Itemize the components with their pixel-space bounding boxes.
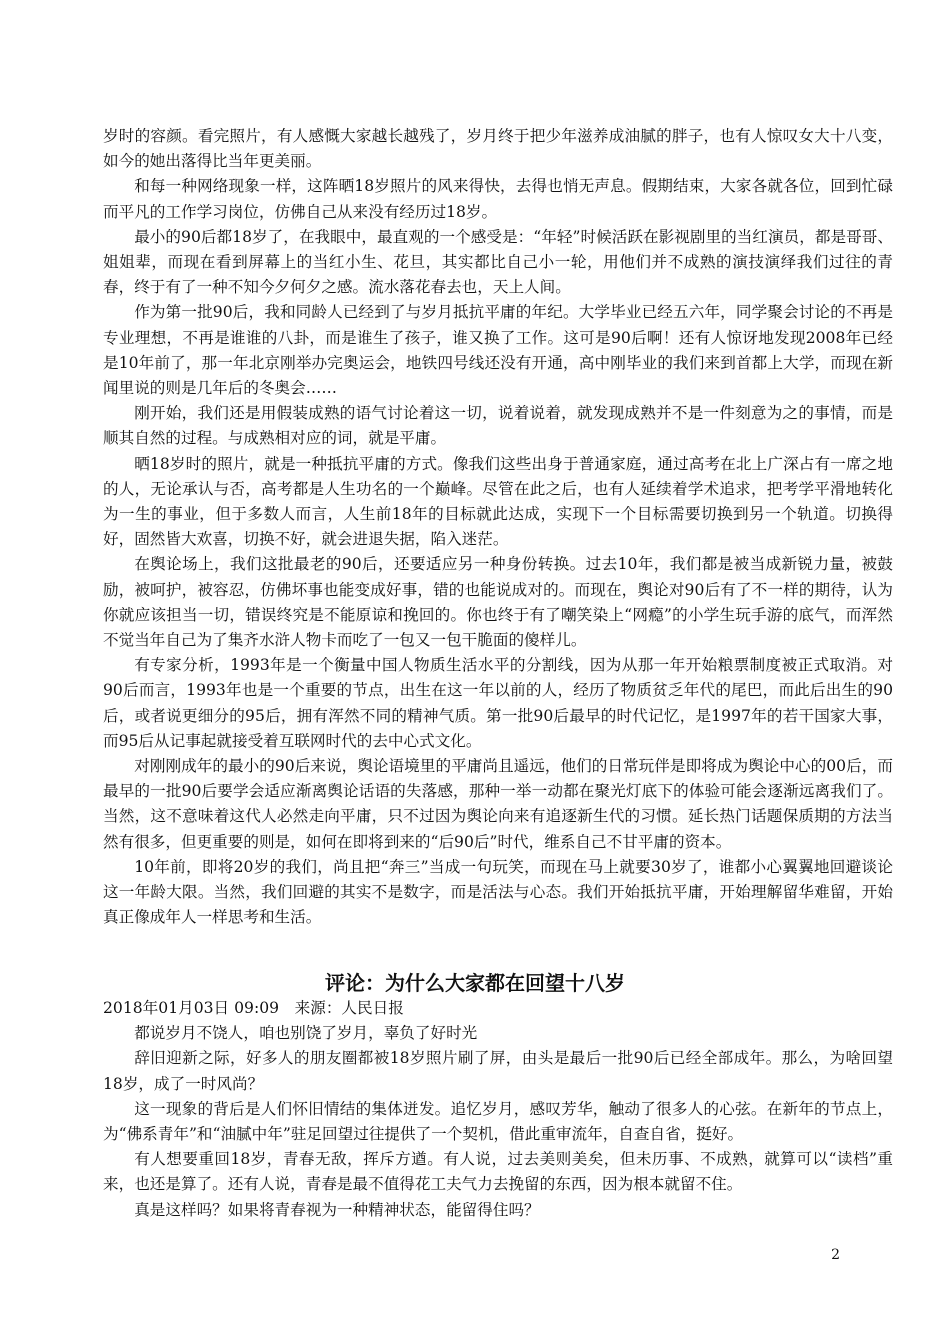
paragraph: 辞旧迎新之际，好多人的朋友圈都被18岁照片刷了屏，由头是最后一批90后已经全部成年。那么，为啥回望18岁，成了一时风尚？ [103, 1049, 893, 1093]
article-body [103, 996, 893, 1223]
page-number: 2 [831, 1247, 840, 1263]
article-meta: 2018年01月03日 09:09 来源：人民日报 [103, 999, 404, 1017]
paragraph: 晒18岁时的照片，就是一种抵抗平庸的方式。像我们这些出身于普通家庭，通过高考在北上广深占有一席之地的人，无论承认与否，高考都是人生功名的一个巅峰。尽管在此之后，也有人延续着学术追求，把考学平滑地转化为一生的事业，但于多数人而言，人生前18年的目标就此达成，实现下一个目标需要切换到另一个轨道。切换得好，固然皆大欢喜，切换不好，就会进退失据，陷入迷茫。 [103, 454, 893, 549]
paragraph: 岁时的容颜。看完照片，有人感慨大家越长越残了，岁月终于把少年滋养成油腻的胖子，也有人惊叹女大十八变，如今的她出落得比当年更美丽。 [103, 127, 893, 171]
paragraph: 和每一种网络现象一样，这阵晒18岁照片的风来得快，去得也悄无声息。假期结束，大家各就各位，回到忙碌而平凡的工作学习岗位，仿佛自己从来没有经历过18岁。 [103, 177, 893, 221]
paragraph: 这一现象的背后是人们怀旧情结的集体迸发。追忆岁月，感叹芳华，触动了很多人的心弦。在新年的节点上，为“佛系青年”和“油腻中年”驻足回望过往提供了一个契机，借此重审流年，自查自省，挺好。 [103, 1099, 893, 1144]
paragraph: 在舆论场上，我们这批最老的90后，还要适应另一种身份转换。过去10年，我们都是被当成新锐力量，被鼓励，被呵护，被容忍，仿佛坏事也能变成好事，错的也能说成对的。而现在，舆论对90后有了不一样的期待，认为你就应该担当一切，错误终究是不能原谅和挽回的。你也终于有了嘲笑染上“网瘾”的小学生玩手游的底气，而浑然不觉当年自己为了集齐水浒人物卡而吃了一包又一包干脆面的傻样儿。 [103, 555, 893, 650]
paragraph: 最小的90后都18岁了，在我眼中，最直观的一个感受是：“年轻”时候活跃在影视剧里的当红演员，都是哥哥、姐姐辈，而现在看到屏幕上的当红小生、花旦，其实都比自己小一轮，用他们并不成熟的演技演绎我们过往的青春，终于有了一种不知今夕何夕之感。流水落花春去也，天上人间。 [103, 227, 893, 297]
paragraph: 对刚刚成年的最小的90后来说，舆论语境里的平庸尚且遥远，他们的日常玩伴是即将成为舆论中心的00后，而最早的一批90后要学会适应渐离舆论话语的失落感，那种一举一动都在聚光灯底下的体验可能会逐渐远离我们了。当然，这不意味着这代人必然走向平庸，只不过因为舆论向来有追逐新生代的习惯。延长热门话题保质期的方法当然有很多，但更重要的则是，如何在即将到来的“后90后”时代，维系自己不甘平庸的资本。 [103, 757, 893, 851]
paragraph: 作为第一批90后，我和同龄人已经到了与岁月抵抗平庸的年纪。大学毕业已经五六年，同学聚会讨论的不再是专业理想，不再是谁谁的八卦，而是谁生了孩子，谁又换了工作。这可是90后啊！还有人惊讶地发现2008年已经是10年前了，那一年北京刚举办完奥运会，地铁四号线还没有开通，高中刚毕业的我们来到首都上大学，而现在新闻里说的则是几年后的冬奥会…… [103, 303, 893, 398]
paragraph: 刚开始，我们还是用假装成熟的语气讨论着这一切，说着说着，就发现成熟并不是一件刻意为之的事情，而是顺其自然的过程。与成熟相对应的词，就是平庸。 [103, 404, 893, 448]
paragraph: 10年前，即将20岁的我们，尚且把“奔三”当成一句玩笑，而现在马上就要30岁了，谁都小心翼翼地回避谈论这一年龄大限。当然，我们回避的其实不是数字，而是活法与心态。我们开始抵抗平庸，开始理解留华难留，开始真正像成年人一样思考和生活。 [103, 857, 893, 927]
paragraph: 都说岁月不饶人，咱也别饶了岁月，辜负了好时光 [134, 1024, 478, 1043]
paragraph: 有人想要重回18岁，青春无敌，挥斥方遒。有人说，过去美则美矣，但未历事、不成熟，就算可以“读档”重来，也还是算了。还有人说，青春是最不值得花工夫气力去挽留的东西，因为根本就留不住。 [103, 1150, 893, 1194]
paragraph: 有专家分析，1993年是一个衡量中国人物质生活水平的分割线，因为从那一年开始粮票制度被正式取消。对90后而言，1993年也是一个重要的节点，出生在这一年以前的人，经历了物质贫乏年代的尾巴，而此后出生的90后，或者说更细分的95后，拥有浑然不同的精神气质。第一批90后最早的时代记忆，是1997年的若干国家大事，而95后从记事起就接受着互联网时代的去中心式文化。 [103, 656, 893, 750]
article-title: 评论：为什么大家都在回望十八岁 [325, 971, 625, 995]
essay-body [103, 124, 893, 931]
paragraph: 真是这样吗？如果将青春视为一种精神状态，能留得住吗？ [134, 1200, 540, 1219]
